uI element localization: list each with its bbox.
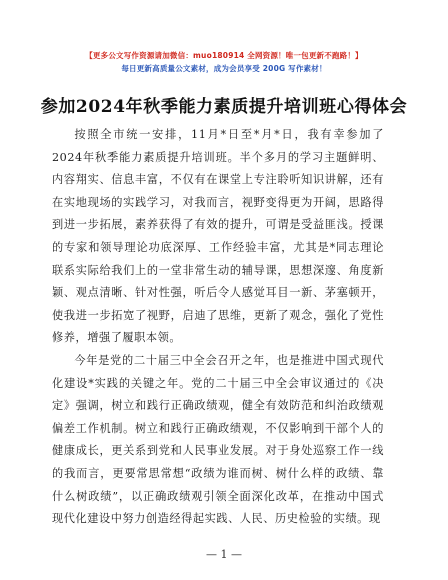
promo-banner-line-1: 【更多公文写作资源请加微信：muo180914 全网资源！唯一包更新不跑路！】 (85, 51, 363, 60)
promo-banner-line-2: 每日更新高质量公文素材，成为会员享受 200G 写作素材！ (121, 64, 327, 73)
body-paragraph-2: 今年是党的二十届三中全会召开之年，也是推进中国式现代化建设*实践的关键之年。党的二十届三中全会审议通过的《决定》强调，树立和践行正确政绩观，健全有效防范和纠治政绩观偏差工作机制。树立和践行正确政绩观，不仅影响到干部个人的健康成长，更关系到党和人民事业发展。对于身处巡察工作一线的我而言，更要常思常想“政绩为谁而树、树什么样的政绩、靠什么树政绩”，以正确政绩观引领全面深化改革，在推动中国式现代化建设中努力创造经得起实践、人民、历史检验的实绩。现 (52, 353, 384, 526)
document-body (52, 124, 384, 531)
document-title: 参加2024年秋季能力素质提升培训班心得体会 (40, 97, 408, 117)
page-number: — 1 — (206, 548, 242, 561)
body-paragraph-1: 按照全市统一安排，11月*日至*月*日，我有幸参加了2024年秋季能力素质提升培训班。半个多月的学习主题鲜明、内容翔实、信息丰富，不仅有在课堂上专注聆听知识讲解，还有在实地现场的实践学习，对我而言，视野变得更为开阔，思路得到进一步拓展，素养获得了有效的提升，可谓是受益匪浅。授课的专家和领导理论功底深厚、工作经验丰富，尤其是*同志理论联系实际给我们上的一堂非常生动的辅导课，思想深邃、角度新颖、观点清晰、针对性强，听后令人感觉耳目一新、茅塞顿开，使我进一步拓宽了视野，启迪了思维，更新了观念，强化了党性修养，增强了履职本领。 (52, 128, 384, 345)
